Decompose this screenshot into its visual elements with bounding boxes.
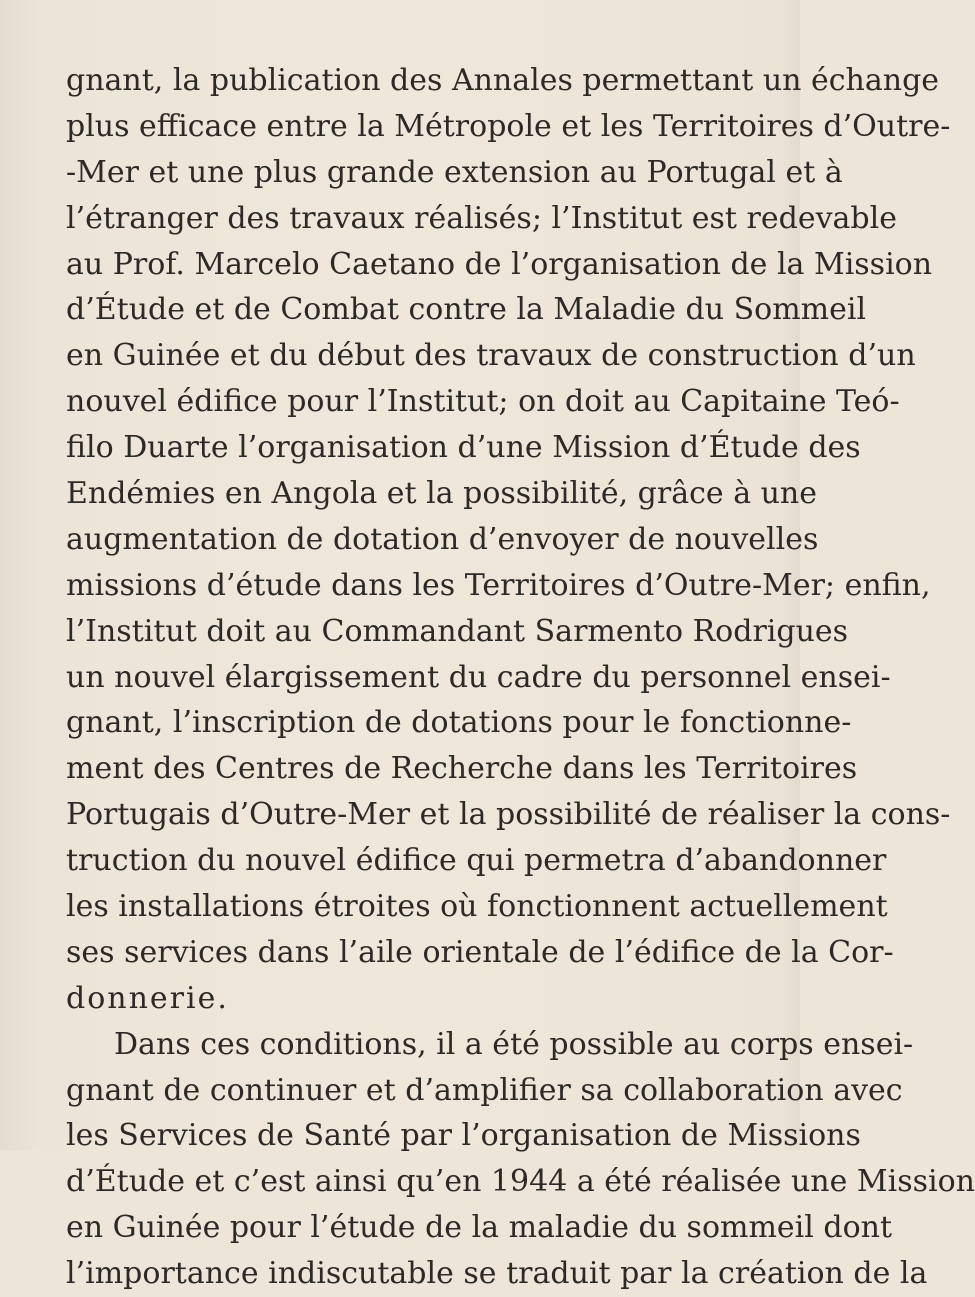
text-line: augmentation de dotation d’envoyer de nouvelles bbox=[66, 521, 819, 557]
text-line: Portugais d’Outre-Mer et la possibilité de réaliser la cons- bbox=[66, 797, 951, 833]
text-line: l’étranger des travaux réalisés; l’Institut est redevable bbox=[66, 200, 897, 236]
text-line: Endémies en Angola et la possibilité, grâce à une bbox=[66, 476, 818, 512]
text-line: nouvel édifice pour l’Institut; on doit au Capitaine Teó- bbox=[66, 384, 900, 420]
text-line: filo Duarte l’organisation d’une Mission d’Étude des bbox=[66, 430, 861, 466]
text-line: gnant, l’inscription de dotations pour le fonctionne- bbox=[66, 705, 852, 741]
text-line: au Prof. Marcelo Caetano de l’organisation de la Mission bbox=[66, 246, 933, 282]
text-line: gnant de continuer et d’amplifier sa collaboration avec bbox=[66, 1072, 903, 1108]
text-line: les installations étroites où fonctionnent actuellement bbox=[66, 889, 888, 925]
text-line: ment des Centres de Recherche dans les Territoires bbox=[66, 751, 858, 787]
text-line: en Guinée pour l’étude de la maladie du sommeil dont bbox=[66, 1210, 893, 1246]
body-text bbox=[66, 58, 975, 1297]
text-line: l’Institut doit au Commandant Sarmento Rodrigues bbox=[66, 613, 849, 649]
text-line: gnant, la publication des Annales permettant un échange bbox=[66, 63, 940, 98]
text-line: les Services de Santé par l’organisation de Missions bbox=[66, 1118, 861, 1154]
text-line: un nouvel élargissement du cadre du personnel ensei- bbox=[66, 659, 891, 695]
text-line: truction du nouvel édifice qui permetra d’abandonner bbox=[66, 843, 887, 879]
text-line: -Mer et une plus grande extension au Portugal et à bbox=[66, 154, 843, 190]
text-line: plus efficace entre la Métropole et les Territoires d’Outre- bbox=[66, 108, 951, 144]
text-line: l’importance indiscutable se traduit par la création de la bbox=[66, 1256, 928, 1292]
text-line: d’Étude et c’est ainsi qu’en 1944 a été réalisée une Mission bbox=[66, 1164, 975, 1200]
text-line: d’Étude et de Combat contre la Maladie du Sommeil bbox=[66, 292, 867, 328]
paragraph-start-line: Dans ces conditions, il a été possible au corps ensei- bbox=[114, 1026, 914, 1062]
text-line: en Guinée et du début des travaux de construction d’un bbox=[66, 338, 916, 374]
paragraph-end-line: donnerie. bbox=[66, 980, 229, 1016]
text-line: ses services dans l’aile orientale de l’édifice de la Cor- bbox=[66, 934, 894, 970]
text-line: missions d’étude dans les Territoires d’Outre-Mer; enfin, bbox=[66, 567, 931, 603]
